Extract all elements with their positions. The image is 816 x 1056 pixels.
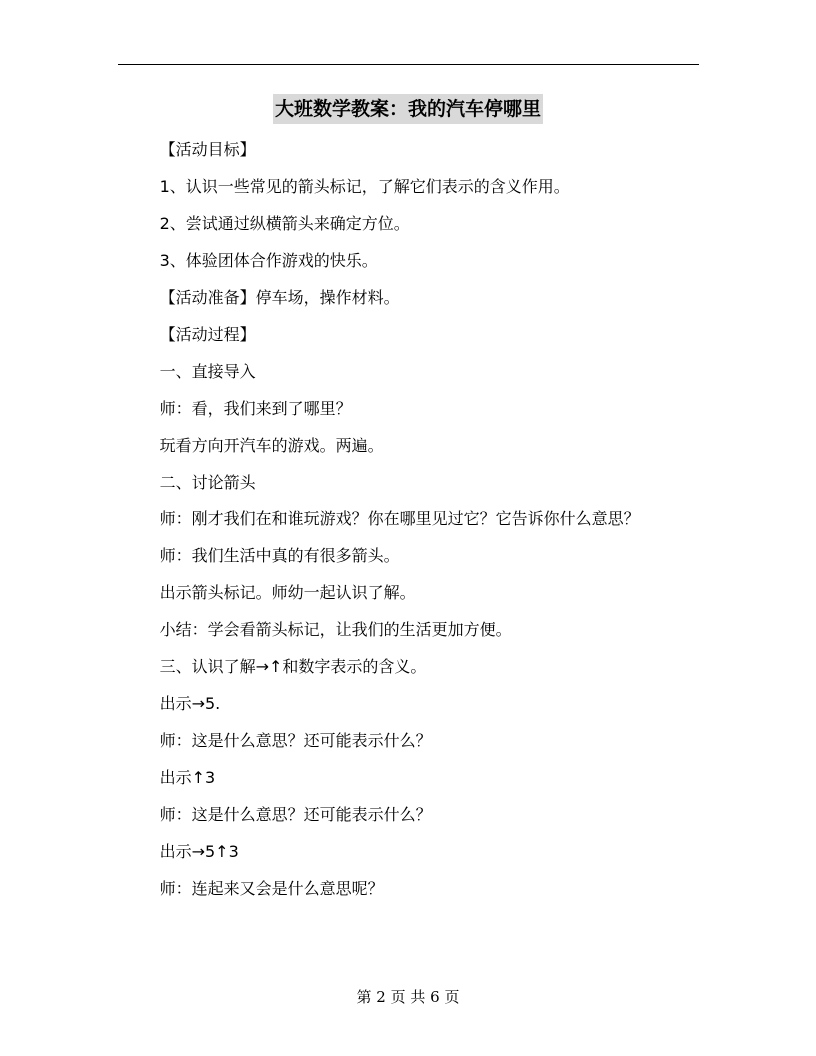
- paragraph-section-1-heading: 一、直接导入: [159, 362, 256, 381]
- document-body: [118, 131, 700, 907]
- paragraph-activity-goals-heading: 【活动目标】: [159, 140, 256, 159]
- paragraph-text: 师：刚才我们在和谁玩游戏？你在哪里见过它？它告诉你什么意思？: [159, 509, 640, 528]
- title-container: [0, 94, 816, 124]
- paragraph-section-2-heading: 二、讨论箭头: [159, 473, 256, 492]
- paragraph-section-3-heading: 三、认识了解→↑和数字表示的含义。: [159, 657, 427, 676]
- paragraph-text: 出示↑3: [159, 768, 216, 787]
- paragraph-text: 师：看，我们来到了哪里？: [159, 399, 352, 418]
- paragraph-text: 师：这是什么意思？还可能表示什么？: [159, 731, 432, 750]
- paragraph-text: 师：连起来又会是什么意思呢？: [159, 879, 384, 898]
- document-title: 大班数学教案：我的汽车停哪里: [273, 94, 543, 124]
- paragraph-goal-2: 2、尝试通过纵横箭头来确定方位。: [159, 214, 410, 233]
- page-footer: 第 2 页 共 6 页: [356, 988, 460, 1006]
- paragraph-goal-3: 3、体验团体合作游戏的快乐。: [159, 251, 378, 270]
- paragraph-text: 出示箭头标记。师幼一起认识了解。: [159, 583, 416, 602]
- paragraph-text: 出示→5↑3: [159, 842, 239, 861]
- paragraph-text: 玩看方向开汽车的游戏。两遍。: [159, 436, 384, 455]
- paragraph-goal-1: 1、认识一些常见的箭头标记，了解它们表示的含义作用。: [159, 177, 570, 196]
- paragraph-text: 出示→5.: [159, 694, 221, 713]
- paragraph-text: 师：这是什么意思？还可能表示什么？: [159, 805, 432, 824]
- paragraph-activity-process-heading: 【活动过程】: [159, 325, 256, 344]
- paragraph-summary: 小结：学会看箭头标记，让我们的生活更加方便。: [159, 620, 512, 639]
- paragraph-activity-preparation: 【活动准备】停车场，操作材料。: [159, 288, 400, 307]
- header-rule: [118, 64, 699, 65]
- paragraph-text: 师：我们生活中真的有很多箭头。: [159, 546, 400, 565]
